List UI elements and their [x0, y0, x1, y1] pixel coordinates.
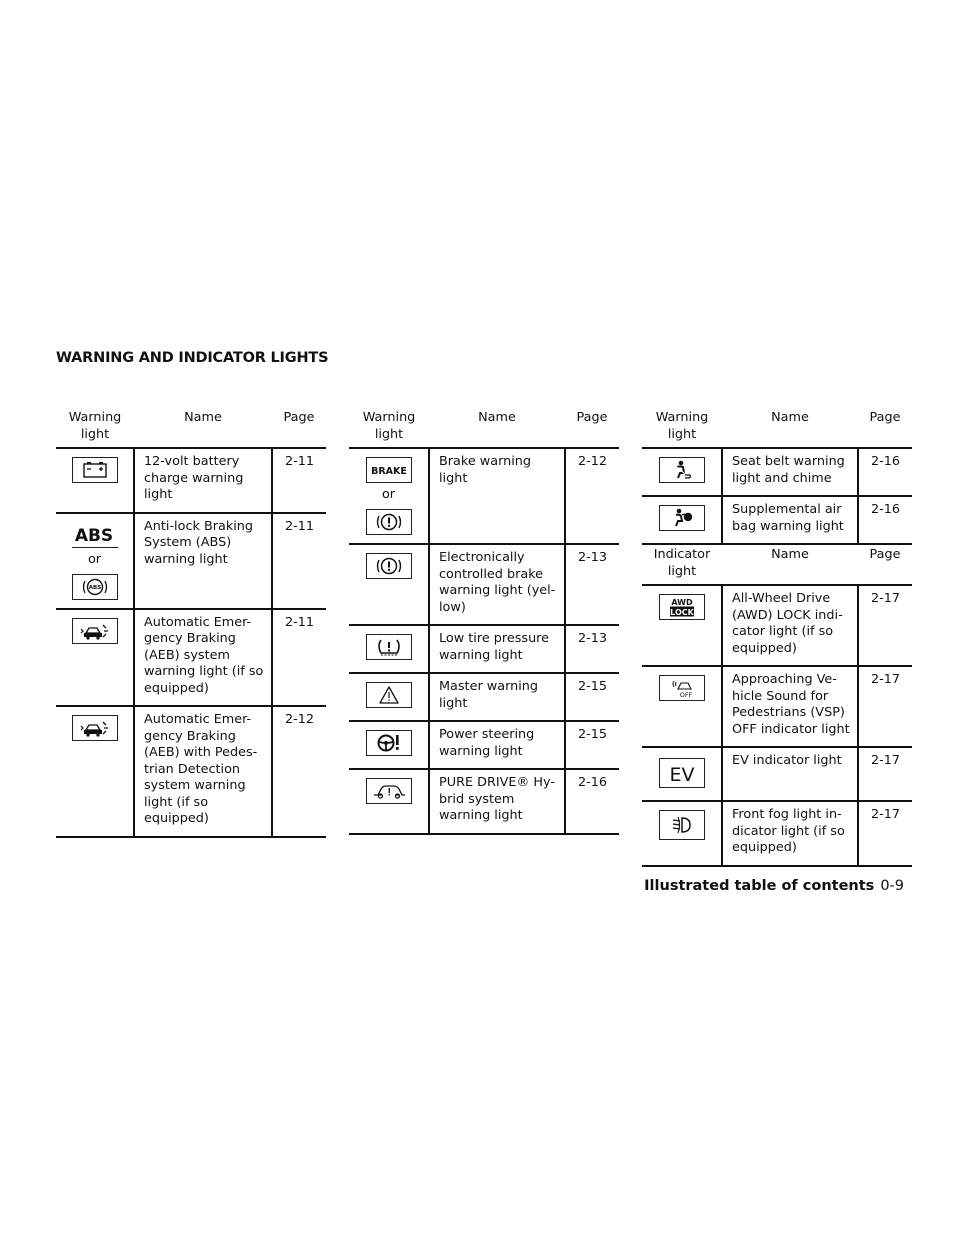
light-name: Approaching Ve-hicle Sound for Pedestrians (VSP) OFF indicator light — [722, 666, 858, 747]
ev-label: EV — [668, 764, 695, 786]
page-ref: 2-16 — [565, 769, 619, 834]
table-row — [349, 673, 619, 721]
header-name: Name — [722, 544, 858, 585]
header-page: Page — [565, 408, 619, 448]
light-name: PURE DRIVE® Hy-brid system warning light — [429, 769, 565, 834]
table-row — [349, 448, 619, 544]
page-ref: 2-17 — [858, 585, 912, 666]
table-row — [56, 513, 326, 609]
page-ref: 2-13 — [565, 544, 619, 625]
header-name: Name — [429, 408, 565, 448]
light-name: Automatic Emer-gency Braking (AEB) system warning light (if so equipped) — [134, 609, 272, 707]
or-label: or — [87, 551, 102, 567]
light-name: Supplemental air bag warning light — [722, 496, 858, 544]
ev-icon — [659, 758, 705, 788]
off-label: OFF — [679, 691, 692, 699]
brake-circle-icon — [366, 509, 412, 535]
page-ref: 2-16 — [858, 448, 912, 496]
or-label: or — [381, 487, 396, 502]
hybrid-system-icon — [366, 778, 412, 804]
light-name: All-Wheel Drive (AWD) LOCK indi-cator light (if so equipped) — [722, 585, 858, 666]
table-row — [349, 544, 619, 625]
header-warning-light: Warning light — [56, 408, 134, 448]
vsp-off-icon — [659, 675, 705, 701]
awd-lock-icon — [659, 594, 705, 620]
awd-label: AWD — [670, 598, 693, 607]
battery-icon — [72, 457, 118, 483]
table-row — [642, 448, 912, 496]
table-row — [642, 801, 912, 866]
page-ref: 2-17 — [858, 801, 912, 866]
light-name: Power steering warning light — [429, 721, 565, 769]
page-footer — [644, 878, 904, 894]
abs-small-label: ABS — [88, 584, 101, 591]
header-name: Name — [722, 408, 858, 448]
header-page: Page — [272, 408, 326, 448]
seat-belt-icon — [659, 457, 705, 483]
warning-lights-table-3 — [642, 408, 912, 867]
abs-text-icon — [72, 522, 118, 548]
footer-page-number: 0-9 — [880, 878, 904, 894]
brake-label: BRAKE — [370, 466, 407, 477]
page-ref: 2-12 — [565, 448, 619, 544]
table-row — [56, 448, 326, 513]
page-ref: 2-13 — [565, 625, 619, 673]
header-page: Page — [858, 544, 912, 585]
brake-circle-icon — [366, 553, 412, 579]
master-warning-icon — [366, 682, 412, 708]
table-row — [349, 769, 619, 834]
light-name: Seat belt warning light and chime — [722, 448, 858, 496]
table-row — [349, 625, 619, 673]
table-row — [56, 706, 326, 837]
page-ref: 2-11 — [272, 513, 326, 609]
abs-circle-icon — [72, 574, 118, 600]
airbag-icon — [659, 505, 705, 531]
table-row — [642, 585, 912, 666]
page-ref: 2-17 — [858, 666, 912, 747]
header-warning-light: Warning light — [642, 408, 722, 448]
header-name: Name — [134, 408, 272, 448]
light-name: Brake warning light — [429, 448, 565, 544]
table-row — [56, 609, 326, 707]
footer-title: Illustrated table of contents — [644, 878, 875, 894]
brake-text-icon — [366, 457, 412, 483]
light-name: Master warning light — [429, 673, 565, 721]
tire-pressure-icon — [366, 634, 412, 660]
table-row — [642, 496, 912, 544]
light-name: 12-volt battery charge warning light — [134, 448, 272, 513]
page-ref: 2-17 — [858, 747, 912, 801]
page-ref: 2-11 — [272, 448, 326, 513]
aeb-car-icon — [72, 715, 118, 741]
light-name: EV indicator light — [722, 747, 858, 801]
light-name: Low tire pressure warning light — [429, 625, 565, 673]
header-warning-light: Warning light — [349, 408, 429, 448]
aeb-car-icon — [72, 618, 118, 644]
light-name: Anti-lock Braking System (ABS) warning light — [134, 513, 272, 609]
light-name: Front fog light in-dicator light (if so equipped) — [722, 801, 858, 866]
table-row — [642, 747, 912, 801]
abs-label: ABS — [74, 525, 113, 546]
section-title: WARNING AND INDICATOR LIGHTS — [56, 350, 329, 366]
warning-lights-table-1 — [56, 408, 326, 838]
light-name: Electronically controlled brake warning light (yel-low) — [429, 544, 565, 625]
lock-label: LOCK — [669, 608, 694, 617]
header-indicator-light: Indicator light — [642, 544, 722, 585]
header-page: Page — [858, 408, 912, 448]
page-ref: 2-11 — [272, 609, 326, 707]
light-name: Automatic Emer-gency Braking (AEB) with Pedes-trian Detection system warning light (if so equipped) — [134, 706, 272, 837]
warning-lights-table-2 — [349, 408, 619, 835]
page-ref: 2-16 — [858, 496, 912, 544]
table-row — [642, 666, 912, 747]
page-ref: 2-15 — [565, 673, 619, 721]
front-fog-icon — [659, 810, 705, 840]
power-steering-icon — [366, 730, 412, 756]
table-row — [349, 721, 619, 769]
page-ref: 2-15 — [565, 721, 619, 769]
page-ref: 2-12 — [272, 706, 326, 837]
